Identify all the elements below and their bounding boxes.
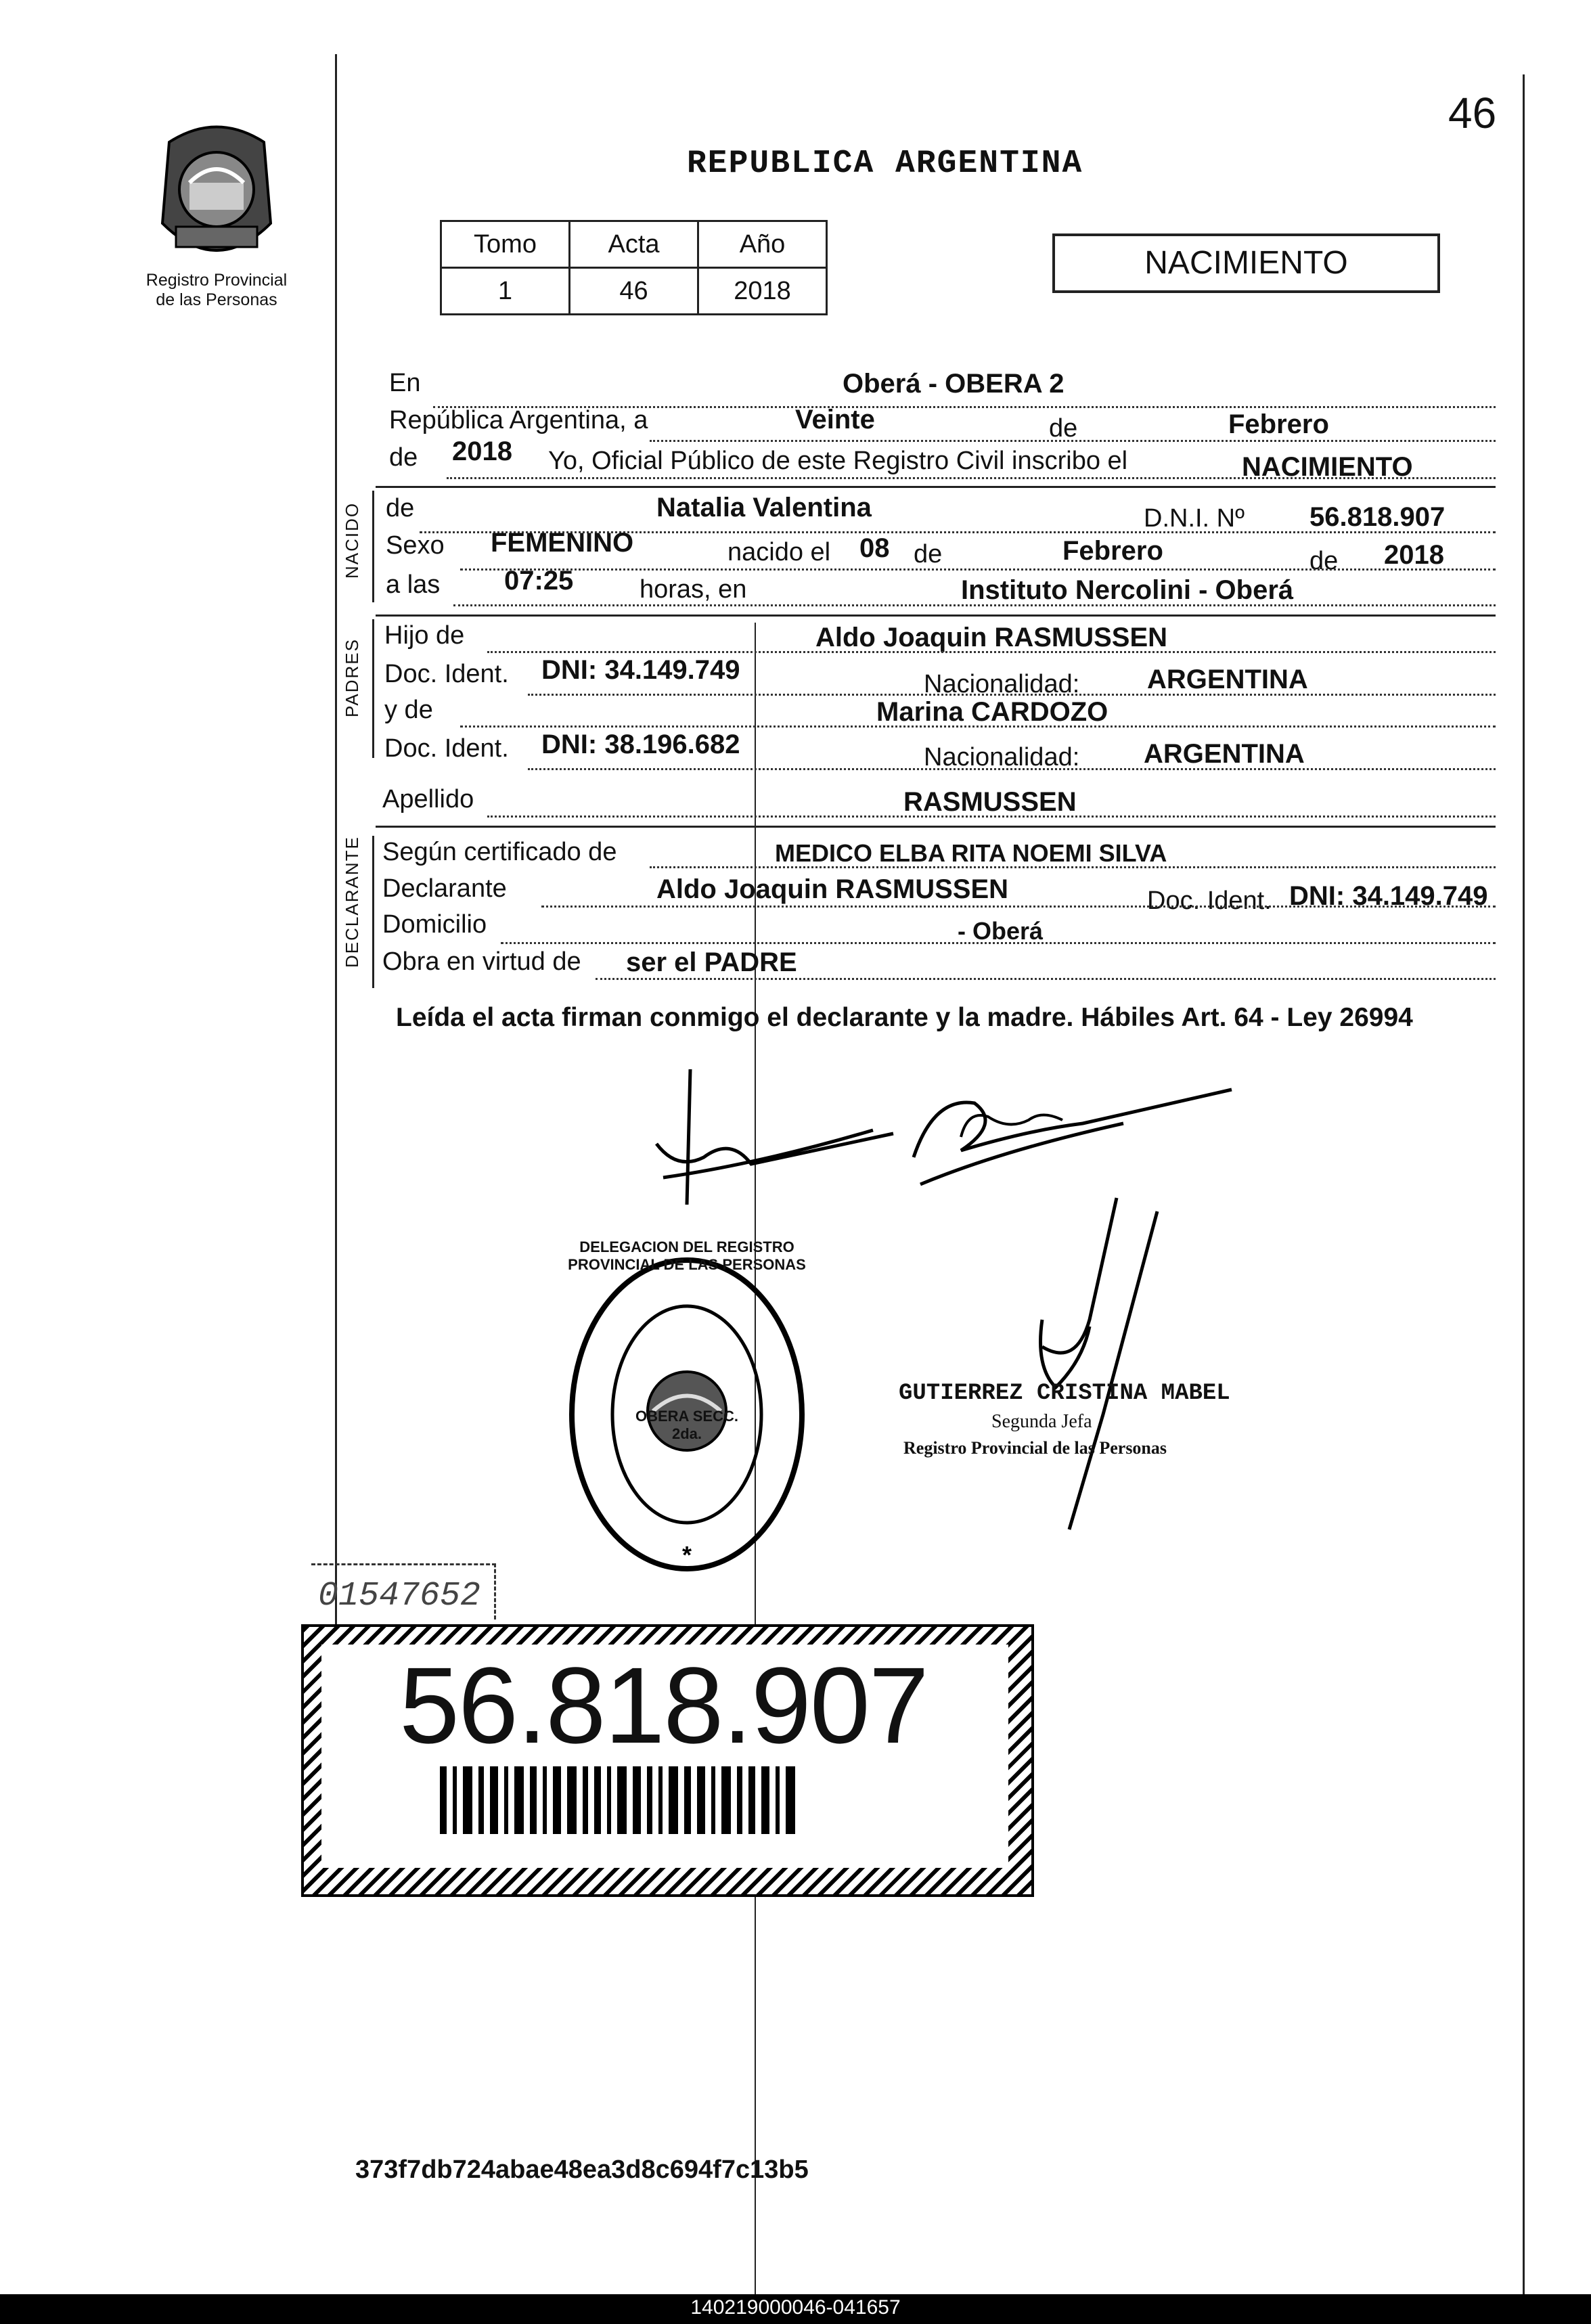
birth-time: 07:25	[504, 566, 574, 596]
section-divider	[376, 486, 1496, 488]
table-cell: 2018	[698, 268, 827, 315]
cert-label: Según certificado de	[382, 838, 617, 866]
mother-doc-label: Doc. Ident.	[384, 734, 509, 763]
table-cell: 1	[441, 268, 570, 315]
horas-label: horas, en	[640, 575, 747, 604]
act-inscribo: NACIMIENTO	[1242, 452, 1413, 482]
table-header: Año	[698, 221, 827, 268]
sexo-label: Sexo	[386, 531, 445, 560]
birth-place: Instituto Nercolini - Oberá	[961, 575, 1294, 605]
dotted-line	[487, 651, 1496, 653]
alas-label: a las	[386, 571, 441, 599]
table-cell: 46	[570, 268, 698, 315]
act-day: Veinte	[795, 405, 875, 434]
section-bar	[372, 836, 374, 988]
birth-year: 2018	[1384, 540, 1444, 570]
apellido-value: RASMUSSEN	[903, 787, 1077, 817]
control-number: 01547652	[318, 1577, 481, 1615]
de2-label: de	[914, 540, 943, 568]
official-office: Registro Provincial de las Personas	[903, 1438, 1167, 1458]
dotted-line	[487, 815, 1496, 818]
act-year: 2018	[452, 437, 512, 466]
closing-text: Leída el acta firman conmigo el declarante y la madre. Hábiles Art. 64 - Ley 26994	[396, 1003, 1413, 1032]
dotted-line	[528, 768, 1496, 770]
register-table	[440, 220, 828, 315]
birth-month: Febrero	[1062, 536, 1163, 566]
right-margin-line	[1523, 74, 1525, 2324]
child-dni: 56.818.907	[1309, 502, 1446, 532]
nacido-de-label: de	[386, 494, 415, 522]
dotted-line	[528, 694, 1496, 696]
father-doc: DNI: 34.149.749	[541, 655, 740, 685]
dni-label: D.N.I. Nº	[1144, 504, 1245, 533]
domicilio-label: Domicilio	[382, 910, 487, 939]
section-bar	[372, 491, 374, 602]
document-hash: 373f7db724abae48ea3d8c694f7c13b5	[355, 2155, 809, 2184]
mother-doc: DNI: 38.196.682	[541, 730, 740, 759]
dotted-line	[541, 906, 1496, 908]
act-type-box: NACIMIENTO	[1052, 233, 1440, 293]
de-label: de	[1049, 414, 1078, 443]
section-nacido-label: NACIDO	[342, 501, 362, 579]
official-signature	[974, 1191, 1178, 1543]
table-header: Tomo	[441, 221, 570, 268]
act-place: Oberá - OBERA 2	[843, 369, 1065, 399]
father-doc-label: Doc. Ident.	[384, 660, 509, 688]
mother-name: Marina CARDOZO	[876, 697, 1108, 727]
mother-nat: ARGENTINA	[1144, 739, 1305, 769]
section-declarante-label: DECLARANTE	[342, 836, 362, 968]
yo-text: Yo, Oficial Público de este Registro Civil inscribo el	[548, 447, 1128, 475]
registry-line2: de las Personas	[156, 290, 277, 309]
table-header: Acta	[570, 221, 698, 268]
mother-nat-label: Nacionalidad:	[924, 743, 1080, 772]
declarante-doc: DNI: 34.149.749	[1289, 881, 1488, 911]
act-month: Febrero	[1228, 409, 1329, 439]
father-nat-label: Nacionalidad:	[924, 670, 1080, 698]
page-number: 46	[1448, 89, 1497, 137]
left-margin-line	[335, 54, 337, 1746]
section-divider	[376, 826, 1496, 828]
de3-label: de	[1309, 547, 1339, 575]
decl-doc-label: Doc. Ident.	[1147, 887, 1272, 915]
republica-label: República Argentina, a	[389, 406, 648, 434]
seal-ring-text: DELEGACION DEL REGISTRO PROVINCIAL DE LAS PERSONAS	[568, 1238, 806, 1273]
birth-day: 08	[859, 533, 890, 563]
domicilio-value: - Oberá	[958, 917, 1044, 945]
obra-value: ser el PADRE	[626, 947, 797, 977]
country-title: REPUBLICA ARGENTINA	[687, 146, 1083, 182]
apellido-label: Apellido	[382, 785, 474, 813]
child-sex: FEMENINO	[491, 528, 634, 558]
footer-code: 140219000046-041657	[690, 2296, 901, 2319]
official-name: GUTIERREZ CRISTINA MABEL	[899, 1381, 1230, 1406]
dotted-line	[460, 568, 1496, 571]
dotted-line	[453, 604, 1496, 606]
father-name: Aldo Joaquin RASMUSSEN	[815, 623, 1168, 652]
declarante-label: Declarante	[382, 874, 507, 903]
id-barcode	[440, 1766, 801, 1834]
dotted-line	[501, 942, 1496, 944]
hijo-label: Hijo de	[384, 621, 465, 650]
obra-label: Obra en virtud de	[382, 947, 581, 976]
svg-text:*: *	[681, 1541, 692, 1569]
registry-line1: Registro Provincial	[145, 271, 288, 290]
dotted-line	[650, 866, 1496, 868]
child-name: Natalia Valentina	[656, 493, 872, 522]
en-label: En	[389, 369, 421, 397]
official-role: Segunda Jefa	[991, 1411, 1092, 1432]
declarante-name: Aldo Joaquin RASMUSSEN	[656, 874, 1009, 904]
id-number: 56.818.907	[399, 1645, 928, 1766]
dotted-line	[460, 725, 1496, 728]
yde-label: y de	[384, 696, 433, 724]
seal-inner-text: OBERA SECC. 2da.	[635, 1408, 738, 1442]
father-nat: ARGENTINA	[1147, 665, 1308, 694]
dotted-line	[596, 978, 1496, 980]
registry-name	[115, 271, 318, 310]
section-padres-label: PADRES	[342, 638, 362, 717]
province-logo	[149, 115, 284, 271]
nacido-el-label: nacido el	[727, 538, 831, 566]
section-divider	[376, 614, 1496, 617]
de-year-label: de	[389, 443, 418, 472]
cert-value: MEDICO ELBA RITA NOEMI SILVA	[775, 839, 1167, 867]
section-bar	[372, 619, 374, 758]
